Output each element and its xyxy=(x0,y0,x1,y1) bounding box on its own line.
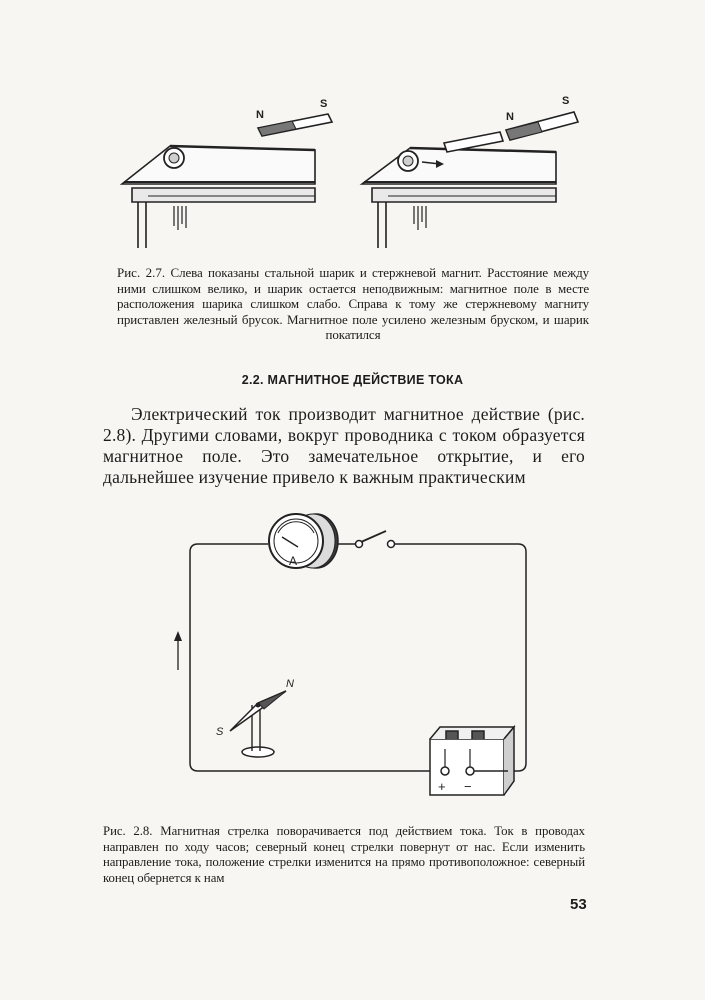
figure-2-8-caption xyxy=(103,824,585,886)
figure-2-8 xyxy=(168,495,538,805)
table-top-right xyxy=(362,148,556,184)
table-top-left xyxy=(122,146,315,184)
magnet-left-n: N xyxy=(256,109,264,121)
wire-left xyxy=(190,544,436,771)
figure-2-7-caption-text: Слева показаны стальной шарик и стержневой магнит. Расстояние между ними слишком велико, и шарик остается неподвижным: магнитное поле в месте расположения шарика слишком слабо. Справа к тому же стержневому магниту приставлен железный брусок. Магнитное поле усилено железным бруском, и шарик покатился xyxy=(117,265,589,342)
figure-2-7-label: Рис. 2.7. xyxy=(117,265,166,280)
magnet-left-s: S xyxy=(320,98,328,110)
battery-minus-label: − xyxy=(464,779,472,794)
switch-lever xyxy=(361,531,386,542)
figure-2-7-left-panel xyxy=(122,114,332,248)
figure-2-7-caption xyxy=(117,265,589,343)
figure-2-7-right-panel xyxy=(362,112,578,248)
page-number: 53 xyxy=(570,896,587,913)
figure-2-8-caption-text: Магнитная стрелка поворачивается под действием тока. Ток в проводах направлен по ходу часов; северный конец стрелки повернут от нас. Если изменить направление тока, положение стрелки изменится на прямо противоположное: северный конец обернется к нам xyxy=(103,824,585,885)
battery-plus-label: + xyxy=(438,779,446,794)
battery-terminal-plus xyxy=(441,767,449,775)
ammeter-label: A xyxy=(289,554,298,568)
switch-contact-right xyxy=(388,541,395,548)
magnet-right-n: N xyxy=(506,111,514,123)
magnet-right-s: S xyxy=(562,95,570,107)
compass-s-label: S xyxy=(216,726,224,738)
body-paragraph: Электрический ток производит магнитное действие (рис. 2.8). Другими словами, вокруг проводника с током образуется магнитное поле. Это замечательное открытие, и его дальнейшее изучение привело к важным практическим xyxy=(103,404,585,487)
figure-2-7 xyxy=(110,88,590,258)
battery-terminal-minus xyxy=(466,767,474,775)
compass-base xyxy=(242,747,274,757)
figure-2-8-label: Рис. 2.8. xyxy=(103,824,153,838)
section-title: 2.2. МАГНИТНОЕ ДЕЙСТВИЕ ТОКА xyxy=(241,373,464,387)
compass-n-label: N xyxy=(286,678,294,690)
